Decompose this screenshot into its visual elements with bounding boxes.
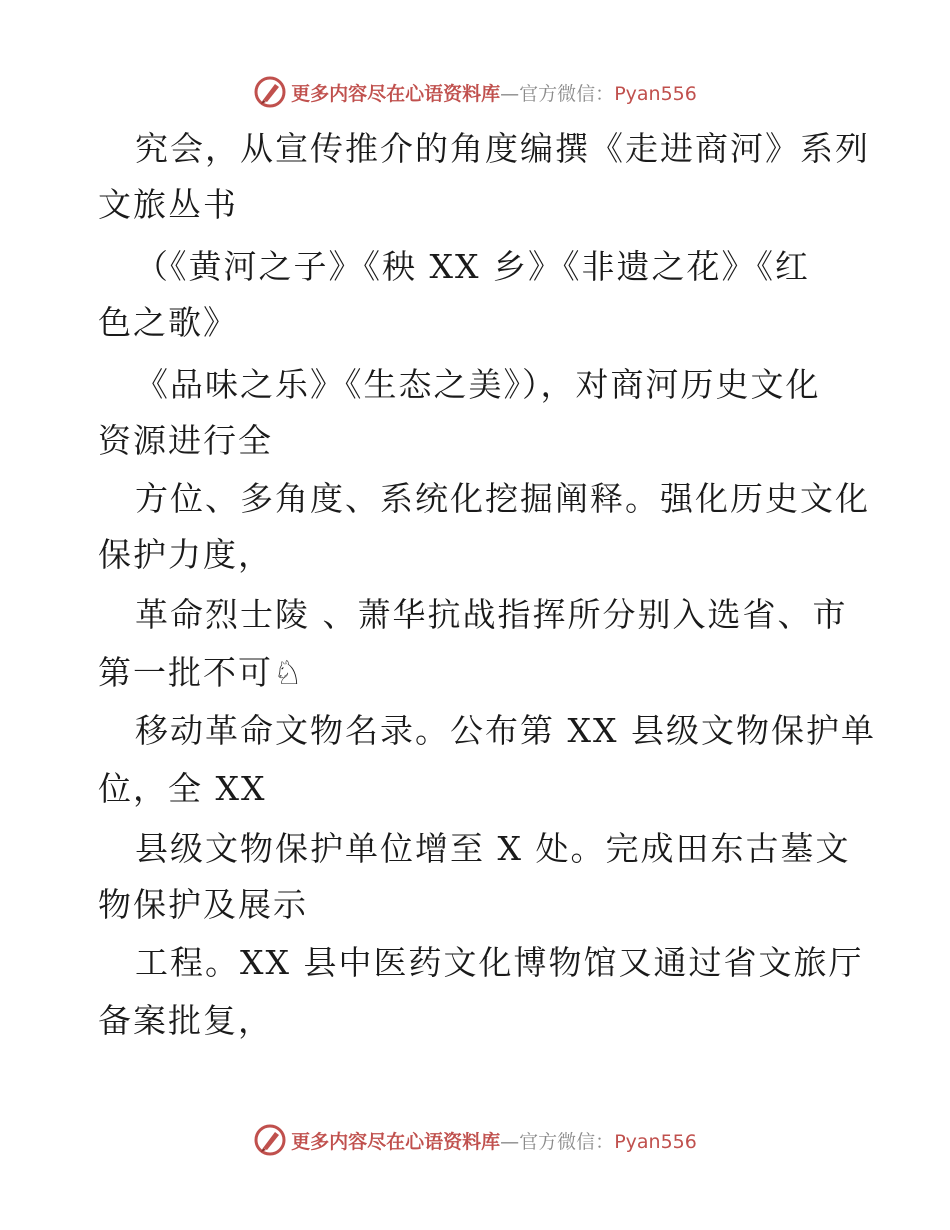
- footer-banner: [0, 1120, 950, 1160]
- header-banner: [0, 72, 950, 112]
- banner-brand: 更多内容尽在心语资料库: [291, 1130, 501, 1153]
- text-line: 究会，从宣传推介的角度编撰《走进商河》系列: [135, 129, 870, 168]
- banner-official: 官方微信：: [519, 1130, 615, 1153]
- banner-dash: —: [500, 82, 520, 105]
- text-line: 工程。XX 县中医药文化博物馆又通过省文旅厅: [135, 943, 864, 982]
- banner-text: [291, 79, 697, 106]
- pen-logo-icon: [253, 75, 287, 109]
- text-line: 物保护及展示: [98, 885, 308, 924]
- text-line: 资源进行全: [98, 421, 273, 460]
- pen-logo-icon: [253, 1123, 287, 1157]
- text-line: 位，全 XX: [98, 769, 267, 808]
- text-line: 《品味之乐》《生态之美》），对商河历史文化: [135, 365, 821, 404]
- text-line: （《黄河之子》《秧 XX 乡》《非遗之花》《红: [135, 247, 810, 286]
- text-line: 色之歌》: [98, 303, 238, 342]
- text-line: 备案批复，: [98, 1001, 273, 1040]
- banner-text: [291, 1127, 697, 1154]
- text-line: 革命烈士陵 、萧华抗战指挥所分别入选省、市: [135, 595, 848, 634]
- banner-wechat-id: Pyan556: [614, 1130, 697, 1153]
- text-line: 方位、多角度、系统化挖掘阐释。强化历史文化: [135, 479, 870, 518]
- text-line: 保护力度，: [98, 535, 273, 574]
- banner-wechat-id: Pyan556: [614, 82, 697, 105]
- text-line: 县级文物保护单位增至 X 处。完成田东古墓文: [135, 829, 851, 868]
- banner-dash: —: [500, 1130, 520, 1153]
- text-line: 第一批不可♘: [98, 653, 305, 692]
- banner-official: 官方微信：: [519, 82, 615, 105]
- banner-brand: 更多内容尽在心语资料库: [291, 82, 501, 105]
- text-line: 文旅丛书: [98, 185, 238, 224]
- text-line: 移动革命文物名录。公布第 XX 县级文物保护单: [135, 711, 876, 750]
